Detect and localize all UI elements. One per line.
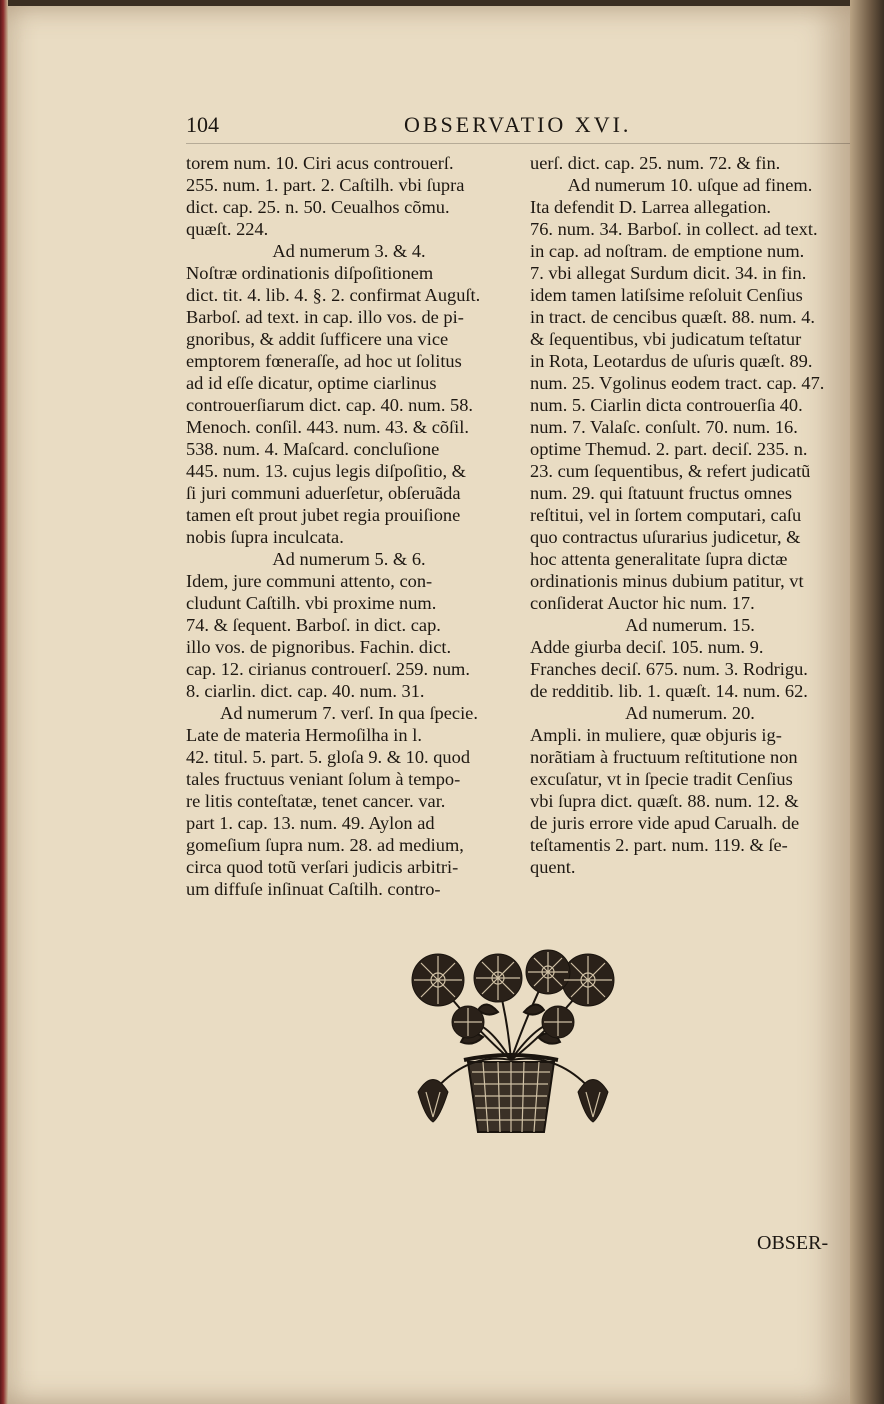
left-column-line: 255. num. 1. part. 2. Caſtilh. vbi ſupra [186,175,465,195]
left-column-line: ad id eſſe dicatur, optime ciarlinus [186,373,437,393]
left-column-line: um diffuſe inſinuat Caſtilh. contro- [186,879,441,899]
right-column-line: num. 5. Ciarlin dicta controuerſia 40. [530,395,803,415]
left-column-line: controuerſiarum dict. cap. 40. num. 58. [186,395,474,415]
right-column-line: reſtitui, vel in ſortem computari, caſu [530,505,802,525]
right-column-line: norãtiam à fructuum reſtitutione non [530,747,798,767]
left-column-line: dict. cap. 25. n. 50. Ceualhos cõmu. [186,197,450,217]
right-column-line: Ita defendit D. Larrea allegation. [530,197,771,217]
left-column-line: circa quod totũ verſari judicis arbitri- [186,857,459,877]
right-column-line: in tract. de cencibus quæſt. 88. num. 4. [530,307,816,327]
catchword: OBSER- [757,1232,829,1254]
running-title: OBSERVATIO XVI. [404,112,632,137]
page-number: 104 [186,112,219,137]
left-column-line: cap. 12. cirianus controuerſ. 259. num. [186,659,470,679]
left-column-line: re litis conteſtatæ, tenet cancer. var. [186,791,446,811]
left-column-line: dict. tit. 4. lib. 4. §. 2. confirmat Auguſt. [186,285,481,305]
right-column-line: in cap. ad noſtram. de emptione num. [530,241,805,261]
right-column-line: 76. num. 34. Barboſ. in collect. ad text. [530,219,818,239]
header-rule [186,143,850,144]
left-column-line: 8. ciarlin. dict. cap. 40. num. 31. [186,681,425,701]
book-spine-edge [0,0,8,1404]
left-column-line: tales fructuus veniant ſolum à tempo- [186,769,461,789]
right-column-line: Adde giurba deciſ. 105. num. 9. [530,637,764,657]
left-column-line: 74. & ſequent. Barboſ. in dict. cap. [186,615,441,635]
left-column-line: part 1. cap. 13. num. 49. Aylon ad [186,813,435,833]
left-column-line: Ad numerum 3. & 4. [272,241,426,261]
left-column-line: torem num. 10. Ciri acus controuerſ. [186,153,454,173]
left-column-line: tamen eſt prout jubet regia prouiſione [186,505,461,525]
left-column-line: cludunt Caſtilh. vbi proxime num. [186,593,437,613]
right-column-line: num. 25. Vgolinus eodem tract. cap. 47. [530,373,825,393]
left-column-line: Idem, jure communi attento, con- [186,571,433,591]
right-column-line: vbi ſupra dict. quæſt. 88. num. 12. & [530,791,799,811]
left-column-line: ſi juri communi aduerſetur, obſeruãda [186,483,461,503]
right-column-line: hoc attenta generalitate ſupra dictæ [530,549,788,569]
right-column-line: conſiderat Auctor hic num. 17. [530,593,755,613]
right-column-line: Ad numerum. 20. [625,703,755,723]
left-column-line: 42. titul. 5. part. 5. gloſa 9. & 10. quod [186,747,471,767]
right-column-line: in Rota, Leotardus de uſuris quæſt. 89. [530,351,813,371]
left-column-line: 538. num. 4. Maſcard. concluſione [186,439,440,459]
page-header [0,112,850,142]
right-column-line: ordinationis minus dubium patitur, vt [530,571,804,591]
right-column-line: Ad numerum 10. uſque ad finem. [567,175,813,195]
left-column-line: nobis ſupra inculcata. [186,527,344,547]
left-column-line: emptorem fœneraſſe, ad hoc ut ſolitus [186,351,462,371]
right-column-line: de redditib. lib. 1. quæſt. 14. num. 62. [530,681,808,701]
right-column-line: idem tamen latiſsime reſoluit Cenſius [530,285,803,305]
right-column-line: num. 7. Valaſc. conſult. 70. num. 16. [530,417,798,437]
right-column-line: de juris errore vide apud Carualh. de [530,813,800,833]
right-column-line: optime Themud. 2. part. deciſ. 235. n. [530,439,808,459]
left-column-line: 445. num. 13. cujus legis diſpoſitio, & [186,461,466,481]
left-column-line: Ad numerum 7. verſ. In qua ſpecie. [220,703,478,723]
right-column-line: 23. cum ſequentibus, & refert judicatũ [530,461,811,481]
left-column-line: Menoch. conſil. 443. num. 43. & cõſil. [186,417,469,437]
left-column-line: Noſtræ ordinationis diſpoſitionem [186,263,434,283]
left-column-line: Barboſ. ad text. in cap. illo vos. de pi- [186,307,464,327]
right-column-line: num. 29. qui ſtatuunt fructus omnes [530,483,793,503]
right-column-line: quo contractus uſurarius judicetur, & [530,527,801,547]
left-column-line: Late de materia Hermoſilha in l. [186,725,422,745]
right-column-line: Franches deciſ. 675. num. 3. Rodrigu. [530,659,808,679]
right-column-line: & ſequentibus, vbi judicatum teſtatur [530,329,802,349]
left-column-line: quæſt. 224. [186,219,269,239]
left-column-line: gnoribus, & addit ſufficere una vice [186,329,449,349]
right-column-line: excuſatur, vt in ſpecie tradit Cenſius [530,769,793,789]
right-column-line: quent. [530,857,576,877]
flower-basket-woodcut-icon [398,942,624,1138]
right-column-line: Ampli. in muliere, quæ objuris ig- [530,725,782,745]
left-column-line: gomeſium ſupra num. 28. ad medium, [186,835,464,855]
right-column-line: uerſ. dict. cap. 25. num. 72. & fin. [530,153,781,173]
right-column-line: 7. vbi allegat Surdum dicit. 34. in fin. [530,263,807,283]
right-column-line: Ad numerum. 15. [625,615,755,635]
left-column-line: Ad numerum 5. & 6. [272,549,426,569]
left-text-column [186,152,512,900]
left-column-line: illo vos. de pignoribus. Fachin. dict. [186,637,452,657]
right-column-line: teſtamentis 2. part. num. 119. & ſe- [530,835,788,855]
page-edge-shadow [850,0,884,1404]
right-text-column [530,152,850,878]
